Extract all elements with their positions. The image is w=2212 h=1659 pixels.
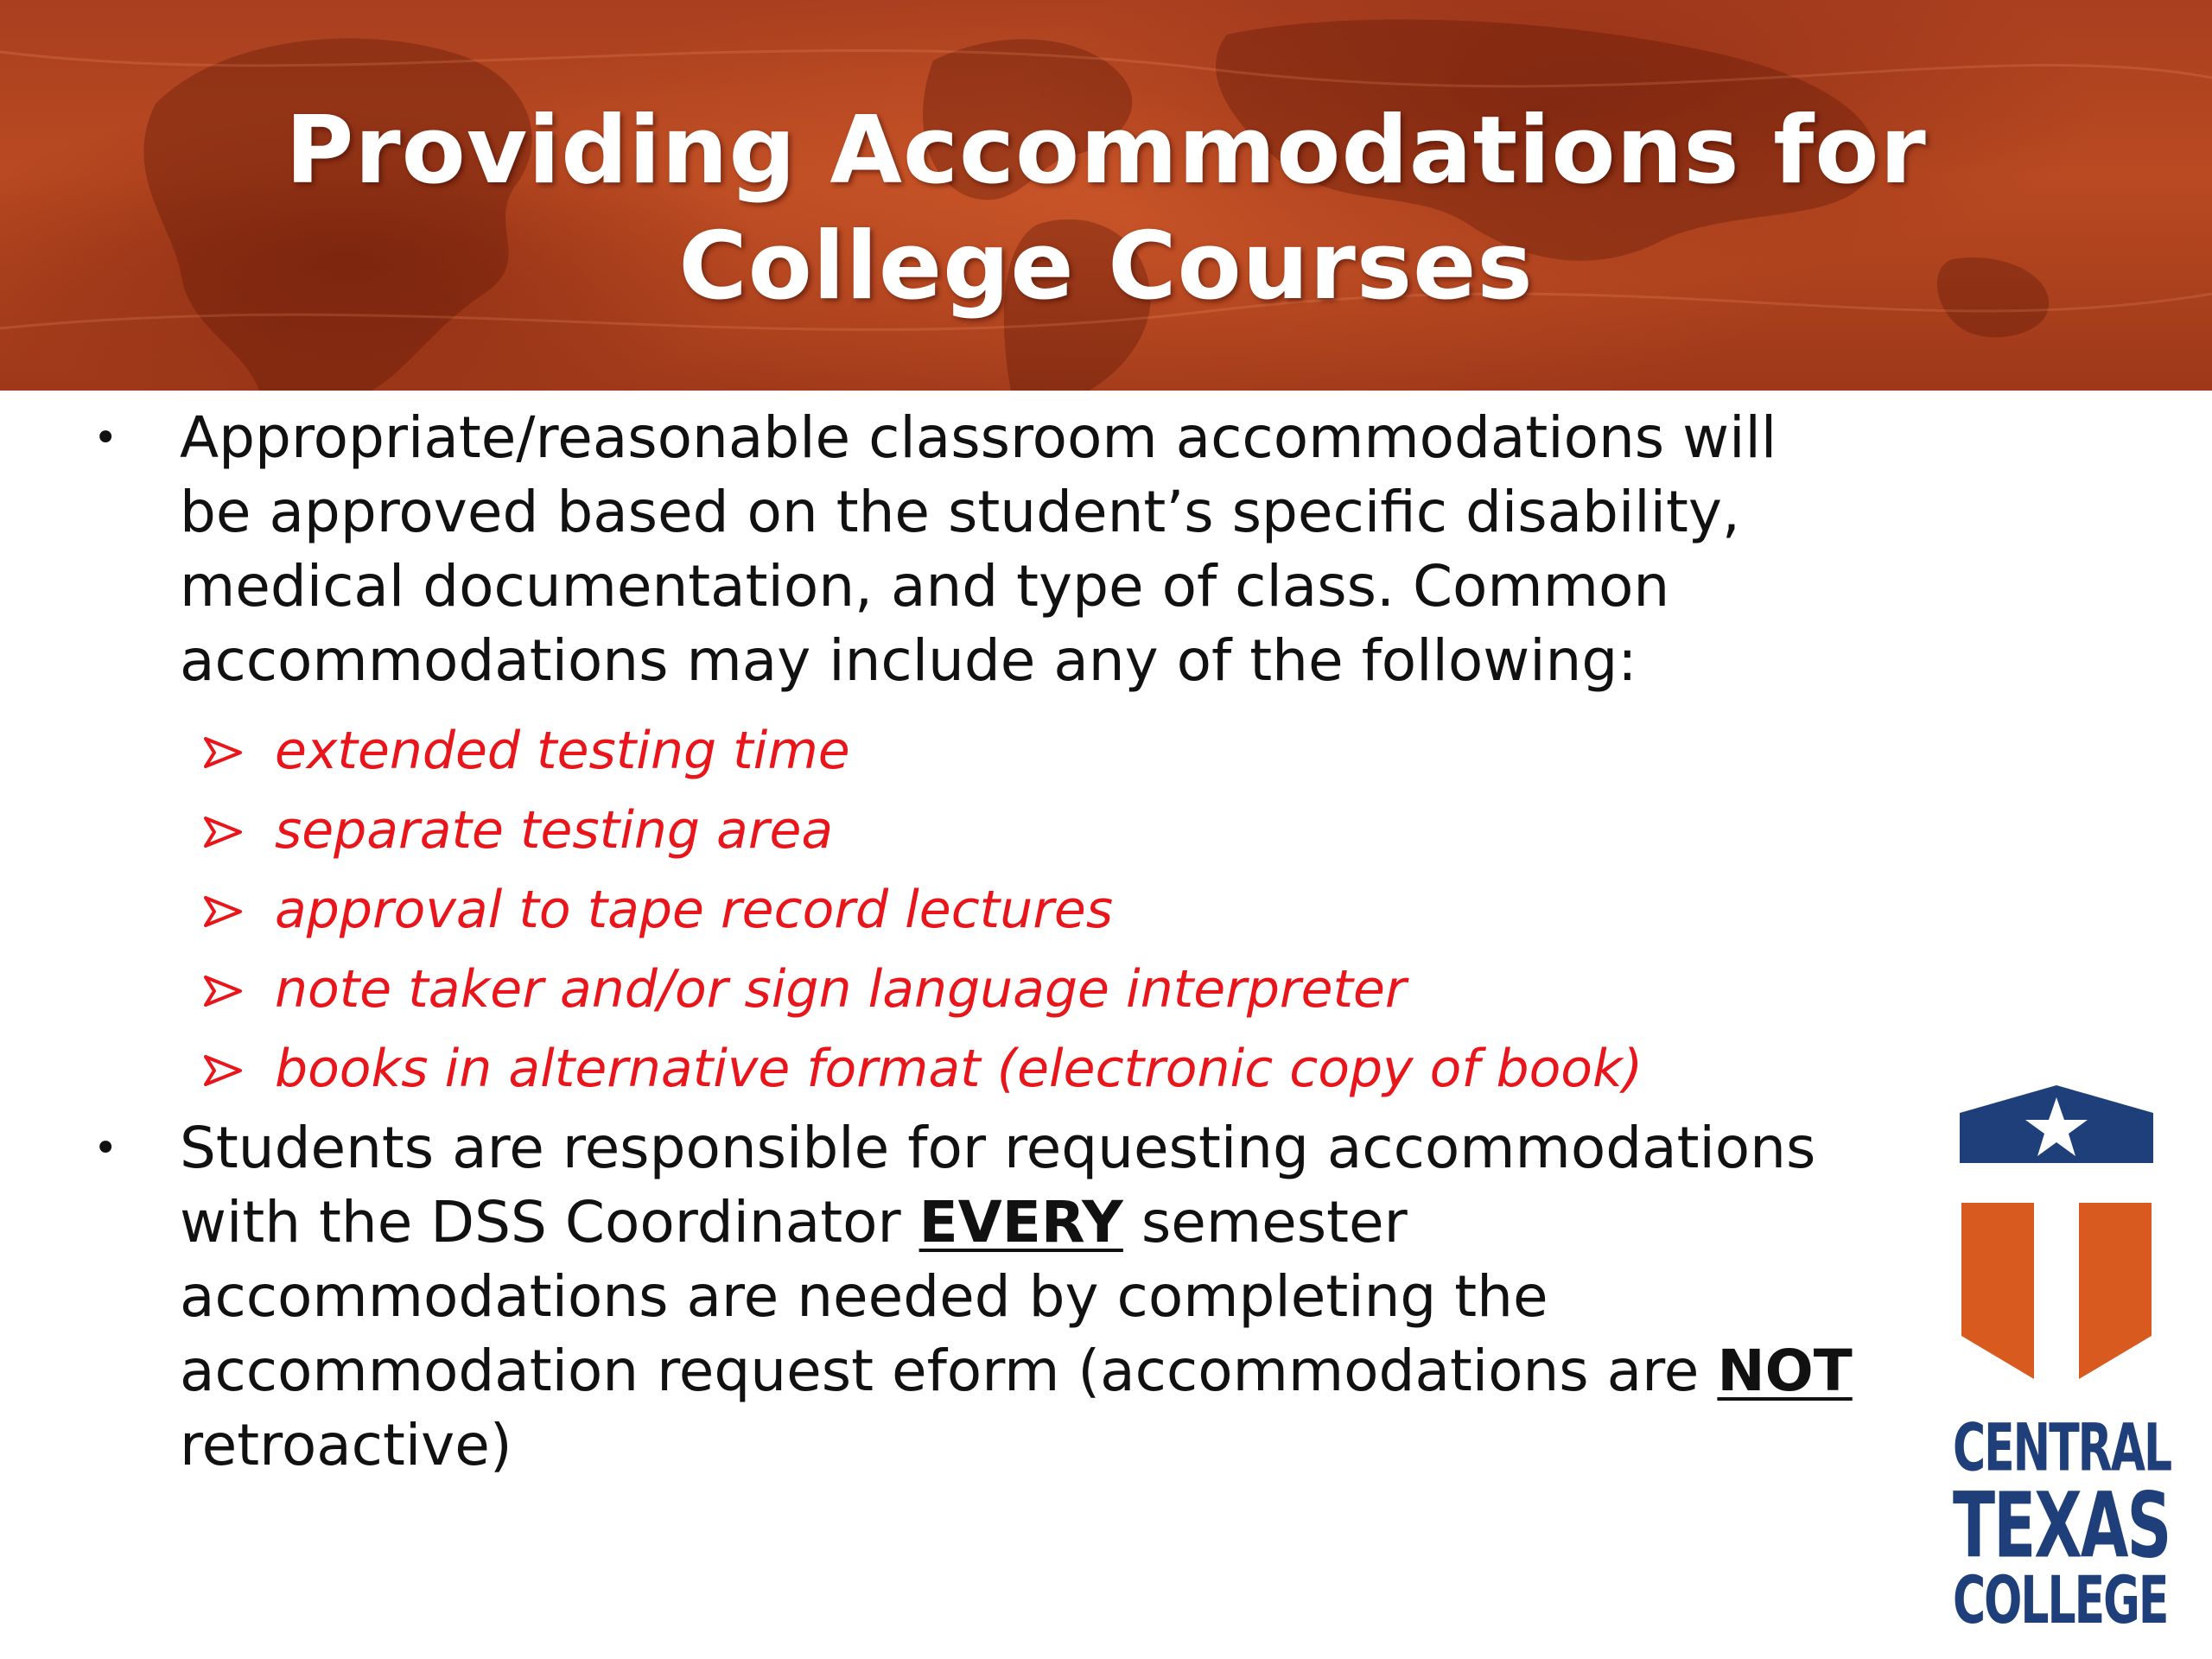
list-item [204, 711, 1643, 791]
list-item [204, 870, 1643, 950]
bullet-line: Appropriate/reasonable classroom accommodations will [180, 404, 1777, 471]
slide-title [0, 93, 2212, 325]
list-item [204, 950, 1643, 1029]
arrow-bullet-icon [204, 976, 242, 1007]
title-line-1: Providing Accommodations for [285, 97, 1927, 205]
bullet-line: be approved based on the student’s specific disability, [180, 479, 1740, 545]
bullet-item [93, 401, 1994, 698]
list-item [204, 791, 1643, 870]
logo-line-1: CENTRAL [1953, 1411, 2171, 1487]
list-item-text: extended testing time [275, 721, 850, 781]
arrow-bullet-icon [204, 817, 242, 848]
title-banner [0, 0, 2212, 391]
central-texas-college-logo [1953, 1085, 2171, 1639]
logo-line-2: TEXAS [1953, 1472, 2171, 1578]
bullet-text: with the DSS Coordinator [180, 1189, 919, 1255]
bullet-line: accommodations are needed by completing the [180, 1263, 1548, 1330]
bullet-line [180, 1185, 1994, 1260]
list-item-text: separate testing area [275, 800, 834, 861]
bullet-line: medical documentation, and type of class. Common [180, 553, 1670, 620]
bullet-text: accommodation request eform (accommodations are [180, 1338, 1718, 1404]
star-shield-icon [1953, 1085, 2160, 1396]
arrow-bullet-icon [204, 896, 242, 927]
emphasis-not: NOT [1717, 1338, 1853, 1404]
logo-wordmark [1953, 1411, 2171, 1639]
bullet-line: Students are responsible for requesting accommodations [180, 1115, 1816, 1181]
bullet-line [180, 1334, 1994, 1408]
logo-line-3: COLLEGE [1953, 1564, 2168, 1639]
emphasis-every: EVERY [918, 1189, 1123, 1255]
bullet-text: semester [1122, 1189, 1408, 1255]
bullet-item [93, 1111, 1994, 1483]
list-item-text: approval to tape record lectures [275, 880, 1114, 940]
accommodations-list [204, 711, 1643, 1109]
bullet-dot: • [93, 414, 118, 462]
arrow-bullet-icon [204, 737, 242, 768]
bullet-line: accommodations may include any of the following: [180, 627, 1637, 694]
list-item-text: books in alternative format (electronic copy of book) [275, 1039, 1643, 1099]
title-line-2: College Courses [678, 213, 1534, 321]
list-item [204, 1029, 1643, 1109]
bullet-dot: • [93, 1124, 118, 1173]
list-item-text: note taker and/or sign language interpreter [275, 959, 1407, 1020]
arrow-bullet-icon [204, 1055, 242, 1086]
bullet-line: retroactive) [180, 1412, 512, 1478]
